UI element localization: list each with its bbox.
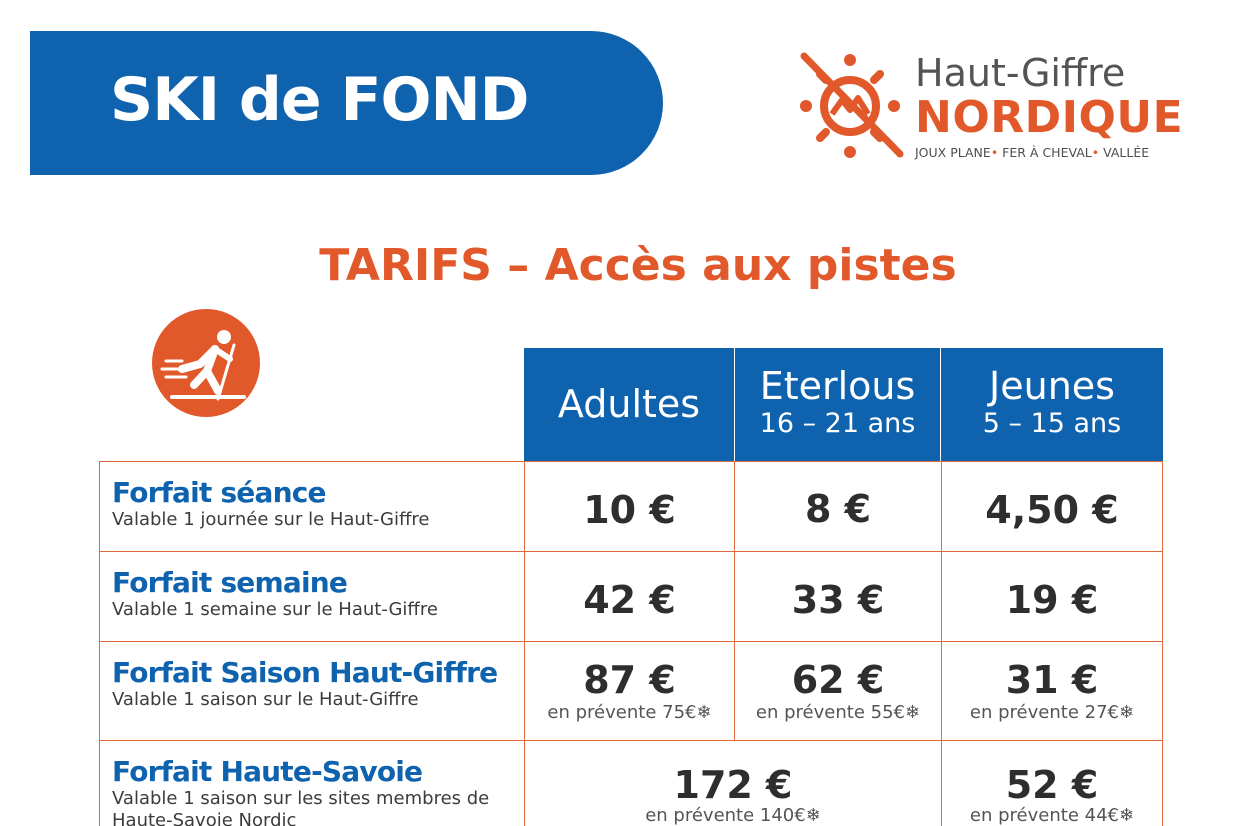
price-cell [941,461,1163,552]
row-label-seance [99,461,525,552]
presale-price: en prévente 75€❄ [547,702,712,723]
price-value: 19 € [1005,578,1099,622]
page-title: SKI de FOND [110,65,529,135]
table-header [524,348,1163,461]
row-label-saison-haut-giffre [99,641,525,741]
price-value: 42 € [583,578,676,622]
price-cell [941,740,1163,826]
header-eterlous [735,348,941,461]
logo-line-haut-giffre: Haut-Giffre [915,51,1126,95]
price-value: 52 € [1005,763,1099,807]
presale-price: en prévente 44€❄ [969,805,1135,826]
presale-price: en prévente 55€❄ [755,702,921,723]
header-label: Eterlous [759,364,916,408]
logo-site-3: VALLÉE [1103,145,1150,160]
price-value: 87 € [583,658,676,702]
price-cell [524,551,735,642]
price-cell [734,641,942,741]
price-value: 172 € [673,763,793,807]
row-subtitle: Valable 1 saison sur les sites membres de Haute-Savoie Nordic [112,788,490,826]
price-cell [734,551,942,642]
price-cell [941,641,1163,741]
price-cell [524,461,735,552]
presale-price: en prévente 140€❄ [645,805,821,826]
header-adultes [524,348,735,461]
price-value: 4,50 € [985,488,1119,532]
row-label-semaine [99,551,525,642]
header-jeunes [941,348,1163,461]
row-subtitle: Valable 1 saison sur le Haut-Giffre [112,689,419,710]
row-title: Forfait Haute-Savoie [112,755,423,788]
price-cell [734,461,942,552]
title-banner [30,31,663,175]
price-value: 33 € [791,578,885,622]
header-label: Jeunes [989,364,1115,408]
row-title: Forfait séance [112,476,326,509]
logo-separator: • [990,145,999,160]
price-cell-merged [524,740,942,826]
row-subtitle: Valable 1 journée sur le Haut-Giffre [112,509,430,530]
section-title: TARIFS – Accès aux pistes [319,240,957,291]
row-title: Forfait Saison Haut-Giffre [112,656,498,689]
logo-site-1: JOUX PLANE [915,145,991,160]
cross-country-skier-icon [152,309,260,417]
row-subtitle: Valable 1 semaine sur le Haut-Giffre [112,599,438,620]
sun-skier-logo-icon [796,50,908,162]
header-age-range: 16 – 21 ans [759,408,916,439]
price-value: 62 € [791,658,885,702]
row-title: Forfait semaine [112,566,348,599]
logo-separator: • [1091,145,1100,160]
price-value: 8 € [804,487,872,531]
header-label: Adultes [557,382,701,426]
price-cell [941,551,1163,642]
logo-site-2: FER À CHEVAL [1002,145,1092,160]
header-age-range: 5 – 15 ans [982,408,1122,439]
price-value: 31 € [1005,658,1099,702]
logo-wordmark [915,52,1185,161]
price-cell [524,641,735,741]
logo-sites [915,145,1185,161]
presale-price: en prévente 27€❄ [969,702,1135,723]
price-value: 10 € [583,488,676,532]
logo-line-nordique: NORDIQUE [915,92,1184,143]
row-label-haute-savoie [99,740,525,826]
